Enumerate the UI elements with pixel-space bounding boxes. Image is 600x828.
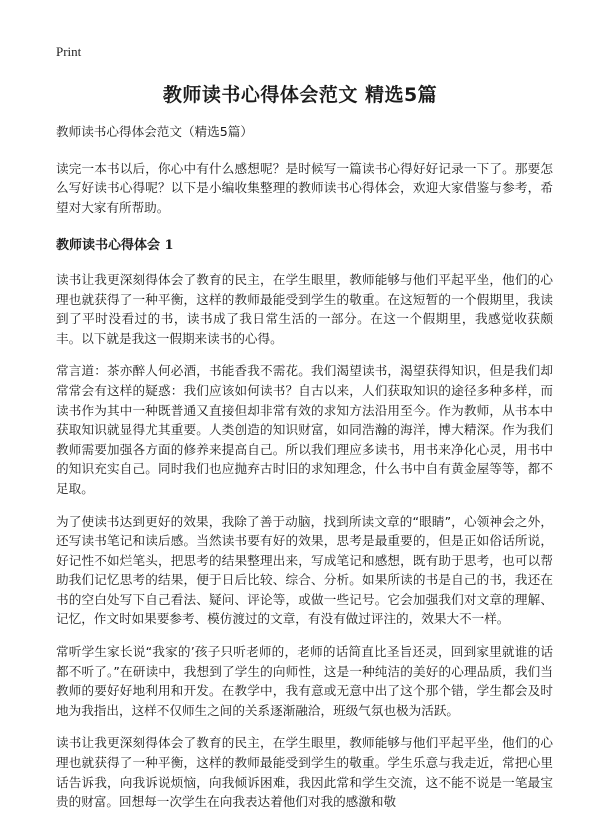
page-title: 教师读书心得体会范文 精选5篇 xyxy=(162,84,438,106)
section-heading: 教师读书心得体会 1 xyxy=(56,238,174,254)
print-link[interactable]: Print xyxy=(56,44,82,59)
article-body xyxy=(56,122,553,825)
body-paragraph-3: 为了使读书达到更好的效果，我除了善于动脑，找到所读文章的“眼睛”，心领神会之外，还写读书笔记和读后感。当然读书要有好的效果，思考是最重要的，但是正如俗话所说，好记性不如烂笔头，把思考的结果整理出来，写成笔记和感想，既有助于思考，也可以帮助我们记忆思考的结果，便于日后比较、综合、分析。如果所读的书是自己的书，我还在书的空白处写下自己看法、疑问、评论等，或做一些记号。它会加强我们对文章的理解、记忆，作文时如果要参考、模仿渡过的文章，有没有做过评注的，效果大不一样。 xyxy=(56,513,553,627)
body-paragraph-5: 读书让我更深刻得体会了教育的民主，在学生眼里，教师能够与他们平起平坐，他们的心理也就获得了一种平衡，这样的教师最能受到学生的敬重。学生乐意与我走近，常把心里话告诉我，向我诉说烦恼，向我倾诉困难，我因此常和学生交流，这不能不说是一笔最宝贵的财富。回想每一次学生在向我表达着他们对我的感激和敬 xyxy=(56,735,553,810)
body-paragraph-4: 常听学生家长说“我家的’孩子只听老师的，老师的话简直比圣旨还灵，回到家里就谁的话都不听了。”在研读中，我想到了学生的向师性，这是一种纯洁的美好的心理品质，我们当教师的要好好地利用和开发。在教学中，我有意或无意中出了这个那个错，学生都会及时地为我指出，这样不仅师生之间的关系逐渐融洽，班级气氛也极为活跃。 xyxy=(56,644,553,718)
intro-paragraph: 读完一本书以后，你心中有什么感想呢？是时候写一篇读书心得好好记录一下了。那要怎么写好读书心得呢？以下是小编收集整理的教师读书心得体会，欢迎大家借鉴与参考，希望对大家有所帮助。 xyxy=(56,160,553,215)
subtitle: 教师读书心得体会范文（精选5篇） xyxy=(56,124,253,139)
body-paragraph-2: 常言道：茶亦醉人何必酒，书能香我不需花。我们渴望读书，渴望获得知识，但是我们却常常会有这样的疑惑：我们应该如何读书？自古以来，人们获取知识的途径多种多样，而读书作为其中一种既普通又直接但却非常有效的求知方法沿用至今。作为教师，从书本中获取知识就显得尤其重要。人类创造的知识财富，如同浩瀚的海洋，博大精深。作为我们教师需要加强各方面的修养来提高自己。所以我们理应多读书，用书来净化心灵，用书中的知识充实自己。同时我们也应抛弃古时旧的求知理念，什么书中自有黄金屋等等，都不足取。 xyxy=(56,363,553,496)
body-paragraph-1: 读书让我更深刻得体会了教育的民主，在学生眼里，教师能够与他们平起平坐，他们的心理也就获得了一种平衡，这样的教师最能受到学生的敬重。在这短暂的一个假期里，我读到了平时没看过的书，读书成了我日常生活的一部分。在这一个假期里，我感觉收获颇丰。以下就是我这一假期来读书的心得。 xyxy=(56,271,553,346)
